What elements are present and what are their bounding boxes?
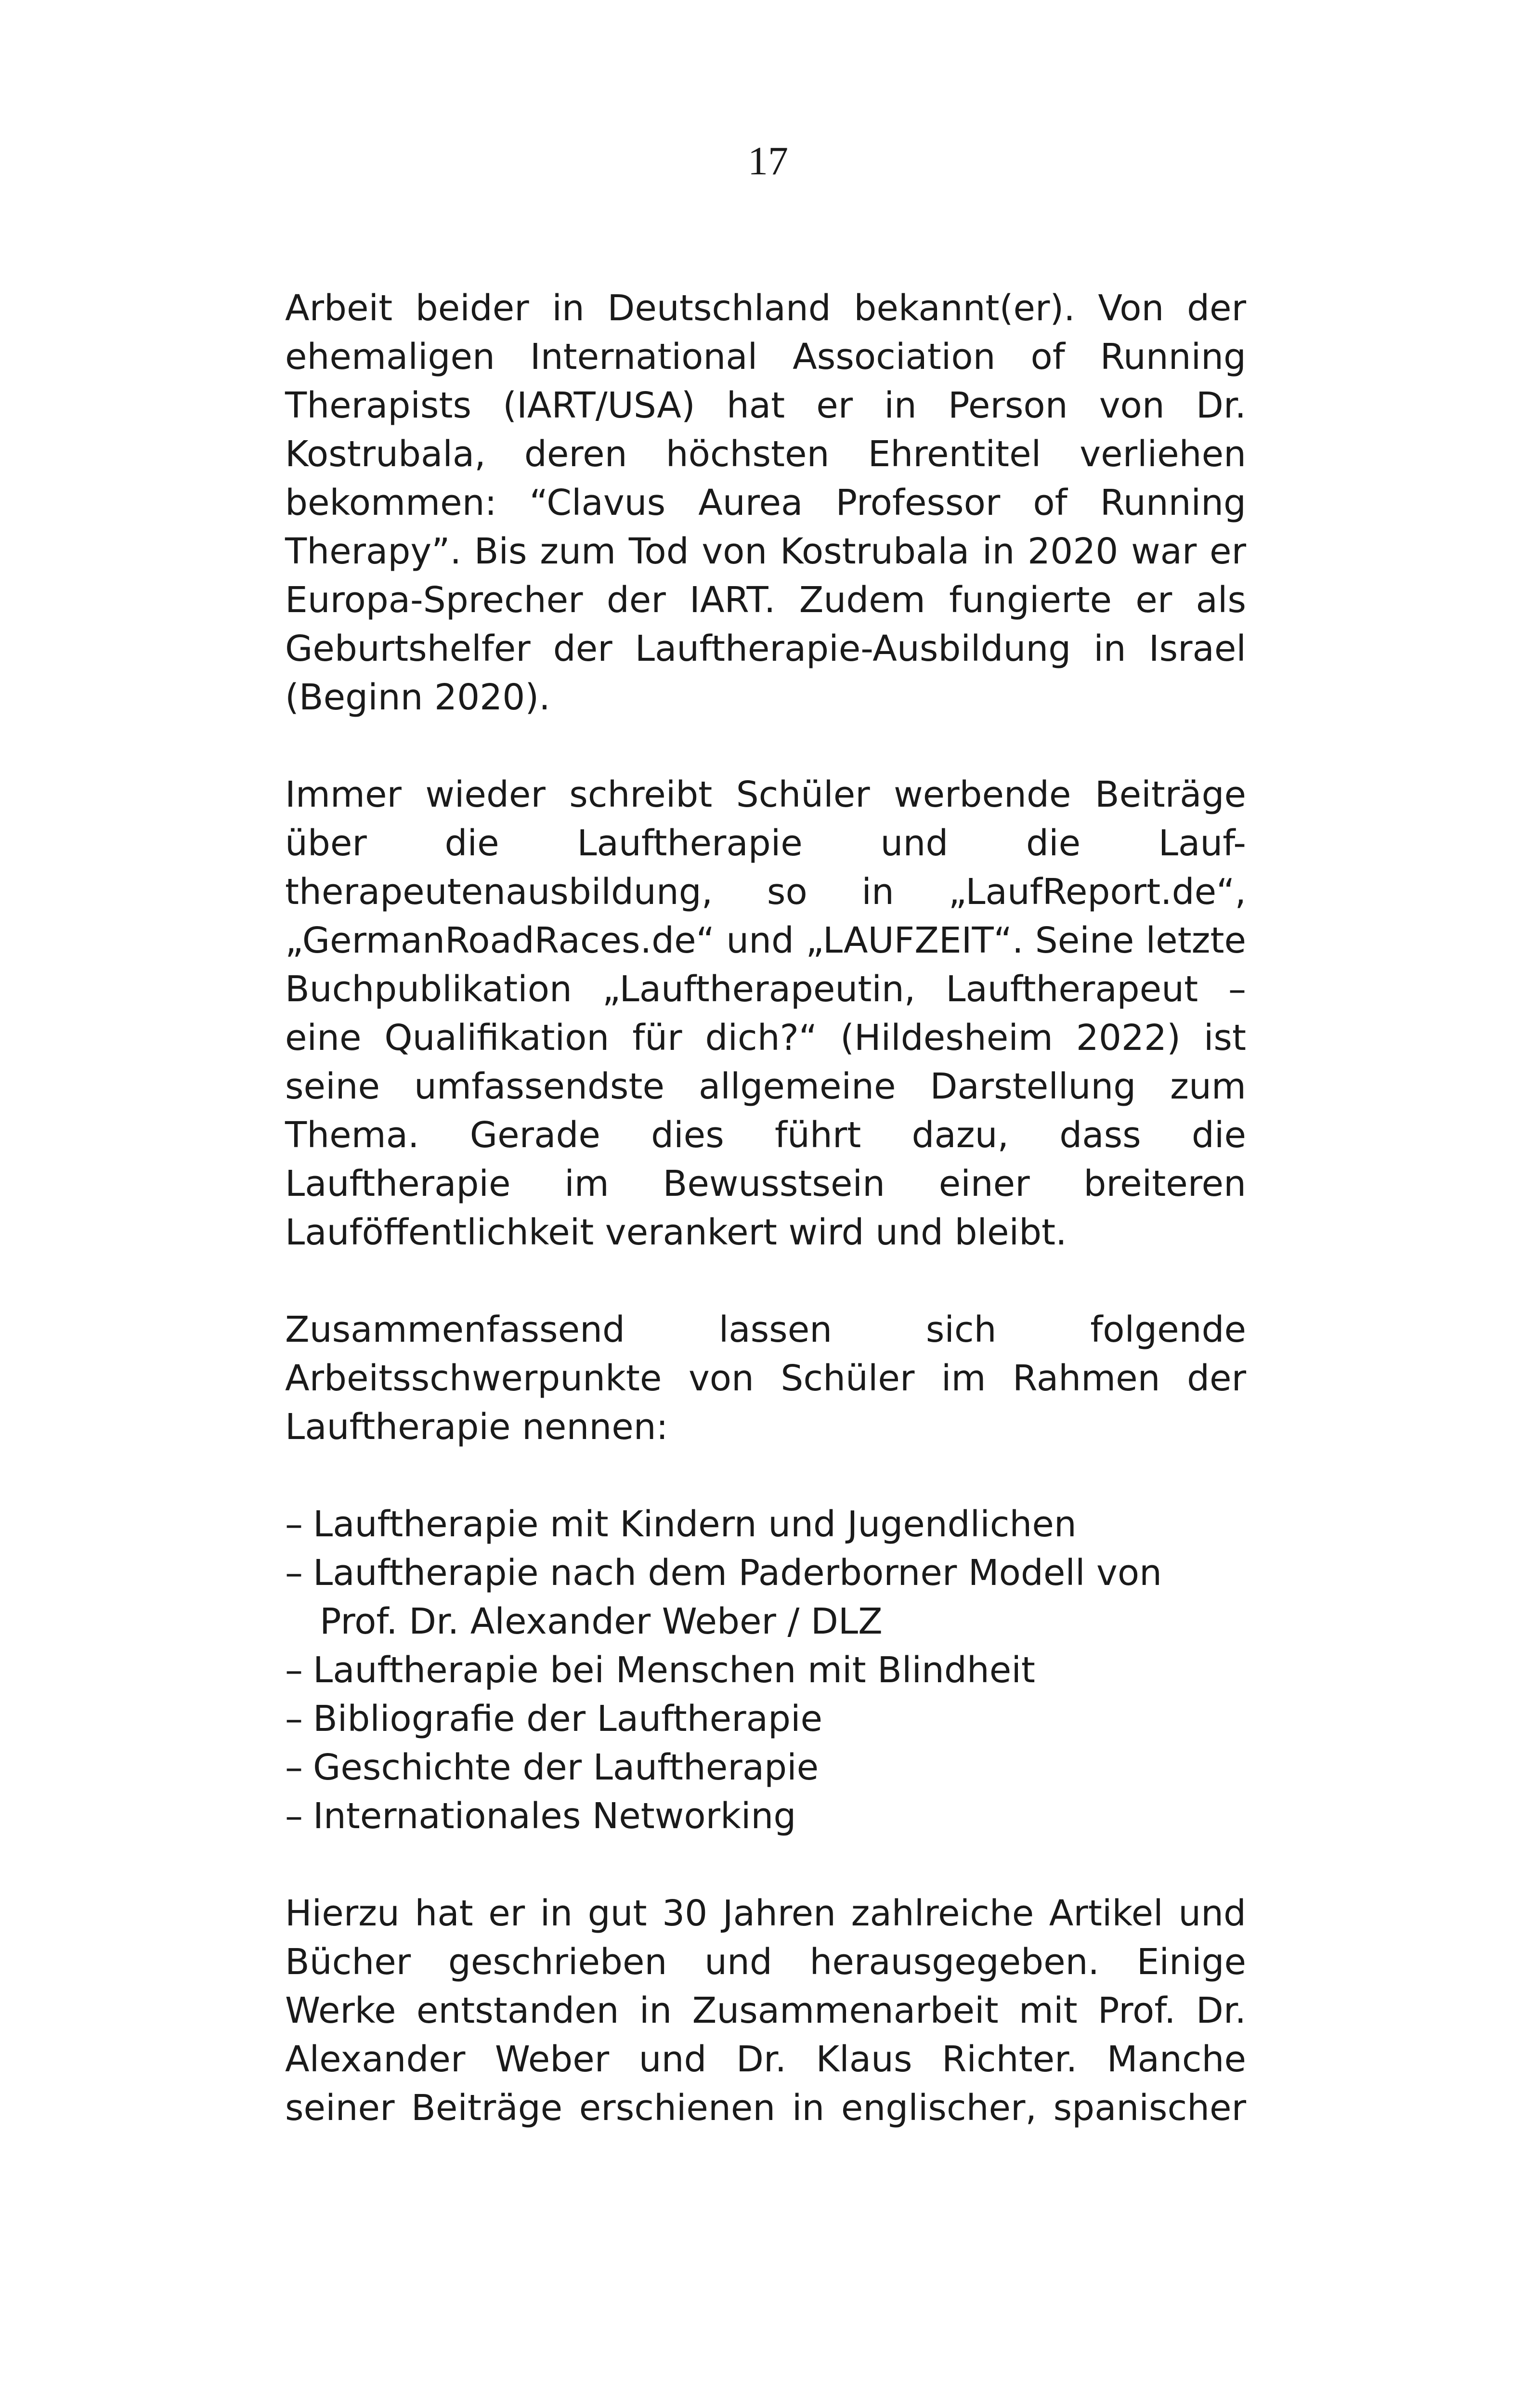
list-item-text: Internationales Networking — [313, 1795, 796, 1837]
list-item — [285, 1743, 1246, 1792]
paragraph-gap — [285, 1841, 1246, 1889]
list-item-text: Lauftherapie bei Menschen mit Blindheit — [313, 1649, 1035, 1691]
paragraph-gap — [285, 722, 1246, 771]
paragraph-gap — [285, 1452, 1246, 1500]
list-item — [285, 1500, 1246, 1549]
list-dash: – — [285, 1795, 303, 1837]
list-item-text-continued: Prof. Dr. Alexander Weber / DLZ — [320, 1601, 883, 1642]
list-dash: – — [285, 1504, 303, 1545]
page-body — [285, 284, 1246, 2133]
list-item — [285, 1549, 1246, 1646]
list-item-text: Geschichte der Lauftherapie — [313, 1747, 819, 1788]
paragraph-iart: Arbeit beider in Deutschland bekannt(er). Von der ehemaligen International Association of Running Therapists (IART/USA) hat er in Person von Dr. Kostrubala, deren höchsten Ehrentitel verliehen bekommen: “Clavus Aurea Professor of Running Therapy”. Bis zum Tod von Kostrubala in 2020 war er Europa-Sprecher der IART. Zudem fungierte er als Geburtshelfer der Lauftherapie-Ausbildung in Israel (Beginn 2020). — [285, 288, 1246, 718]
paragraph-gap — [285, 1257, 1246, 1306]
paragraph-works: Hierzu hat er in gut 30 Jahren zahlreiche Artikel und Bücher geschrieben und herausgegeben. Einige Werke entstanden in Zusammenarbeit mit Prof. Dr. Alexander Weber und Dr. Klaus Richter. Manche seiner Beiträge erschienen in englischer, spanischer — [285, 1893, 1246, 2129]
list-dash: – — [285, 1747, 303, 1788]
list-item — [285, 1695, 1246, 1743]
paragraph-publications: Immer wieder schreibt Schüler werbende Beiträge über die Lauftherapie und die Lauf-therapeutenausbildung, so in „LaufReport.de“, „GermanRoadRaces.de“ und „LAUFZEIT“. Seine letzte Buchpublikation „Lauftherapeutin, Lauftherapeut – eine Qualifikation für dich?“ (Hildesheim 2022) ist seine umfassendste allgemeine Darstellung zum Thema. Gerade dies führt dazu, dass die Lauftherapie im Bewusstsein einer breiteren Lauföffentlichkeit verankert wird und bleibt. — [285, 774, 1246, 1253]
list-dash: – — [285, 1698, 303, 1740]
page-number: 17 — [748, 139, 788, 183]
list-item — [285, 1646, 1246, 1695]
list-item — [285, 1792, 1246, 1841]
list-dash: – — [285, 1649, 303, 1691]
list-dash: – — [285, 1552, 303, 1594]
list-item-text: Bibliografie der Lauftherapie — [313, 1698, 823, 1740]
focus-areas-list — [285, 1500, 1246, 1841]
paragraph-summary-intro: Zusammenfassend lassen sich folgende Arbeitsschwerpunkte von Schüler im Rahmen der Lauftherapie nennen: — [285, 1309, 1246, 1448]
list-item-text: Lauftherapie nach dem Paderborner Modell von — [313, 1552, 1162, 1594]
list-item-text: Lauftherapie mit Kindern und Jugendlichen — [313, 1504, 1077, 1545]
